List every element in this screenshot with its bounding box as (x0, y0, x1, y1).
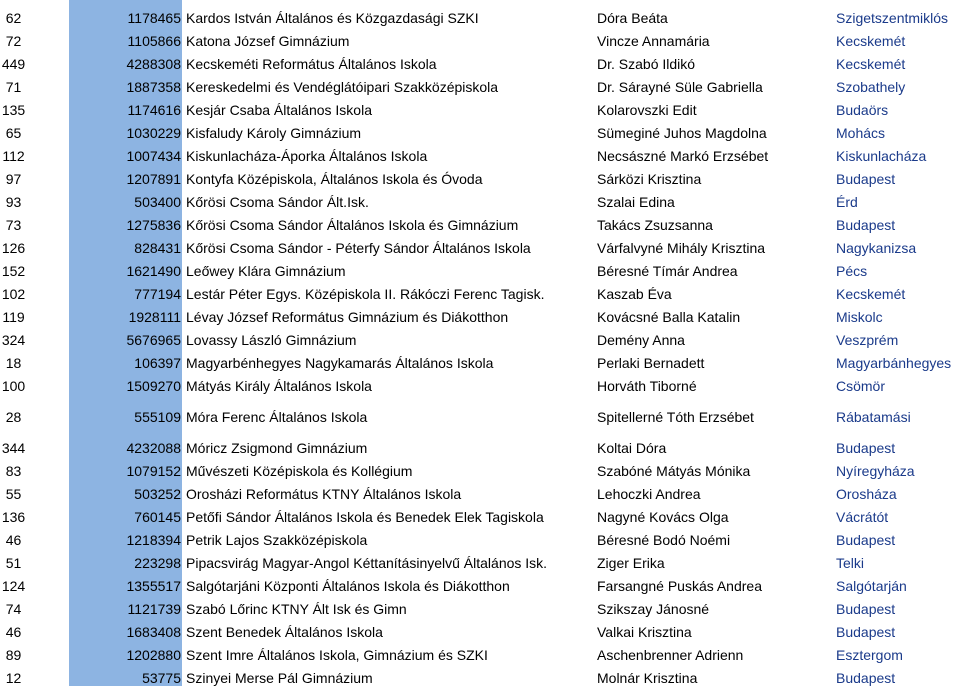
city-cell: Budapest (836, 670, 896, 686)
city-cell: Budapest (836, 217, 896, 233)
table-row (0, 122, 960, 145)
table-row (0, 329, 960, 352)
city-cell: Szigetszentmiklós (836, 10, 949, 26)
rank-cell: 89 (5, 647, 22, 663)
teacher-cell: Koltai Dóra (597, 440, 667, 456)
rank-cell: 93 (5, 194, 22, 210)
code-cell: 1121739 (127, 601, 181, 617)
school-cell: Kőrösi Csoma Sándor - Péterfy Sándor Általános Iskola (186, 240, 531, 256)
teacher-cell: Vincze Annamária (597, 33, 710, 49)
school-cell: Kőrösi Csoma Sándor Általános Iskola és Gimnázium (186, 217, 519, 233)
code-cell: 828431 (134, 240, 181, 256)
school-cell: Lovassy László Gimnázium (186, 332, 357, 348)
city-cell: Rábatamási (836, 409, 911, 425)
table-row (0, 667, 960, 690)
rank-cell: 449 (1, 56, 26, 72)
city-cell: Salgótarján (836, 578, 907, 594)
school-cell: Szent Imre Általános Iskola, Gimnázium és SZKI (186, 647, 488, 663)
code-cell: 1079152 (126, 463, 181, 479)
rank-cell: 136 (1, 509, 26, 525)
table-row (0, 76, 960, 99)
teacher-cell: Horváth Tiborné (597, 378, 697, 394)
teacher-cell: Kaszab Éva (597, 286, 672, 302)
table-row (0, 483, 960, 506)
code-cell: 1030229 (126, 125, 181, 141)
rank-cell: 71 (5, 79, 22, 95)
teacher-cell: Szikszay Jánosné (597, 601, 710, 617)
city-cell: Vácrátót (836, 509, 889, 525)
teacher-cell: Nagyné Kovács Olga (597, 509, 729, 525)
school-cell: Petőfi Sándor Általános Iskola és Benedek Elek Tagiskola (186, 509, 544, 525)
city-cell: Budapest (836, 171, 896, 187)
table-row (0, 283, 960, 306)
teacher-cell: Kovácsné Balla Katalin (597, 309, 741, 325)
school-cell: Kecskeméti Református Általános Iskola (186, 56, 437, 72)
code-cell: 1683408 (126, 624, 181, 640)
school-cell: Szinyei Merse Pál Gimnázium (186, 670, 373, 686)
teacher-cell: Molnár Krisztina (597, 670, 698, 686)
city-cell: Budaörs (836, 102, 889, 118)
table-row (0, 352, 960, 375)
teacher-cell: Kolarovszki Edit (597, 102, 697, 118)
school-cell: Mátyás Király Általános Iskola (186, 378, 372, 394)
teacher-cell: Sümeginé Juhos Magdolna (597, 125, 767, 141)
school-cell: Orosházi Református KTNY Általános Iskola (186, 486, 462, 502)
table-row (0, 460, 960, 483)
teacher-cell: Necsászné Markó Erzsébet (597, 148, 769, 164)
city-cell: Orosháza (836, 486, 897, 502)
code-cell: 4288308 (126, 56, 181, 72)
code-cell: 1621490 (126, 263, 181, 279)
code-cell: 1355517 (126, 578, 181, 594)
rank-cell: 72 (5, 33, 22, 49)
school-cell: Szabó Lőrinc KTNY Ált Isk és Gimn (186, 601, 407, 617)
city-cell: Mohács (836, 125, 886, 141)
school-cell: Kontyfa Középiskola, Általános Iskola és Óvoda (186, 171, 483, 187)
teacher-cell: Aschenbrenner Adrienn (597, 647, 744, 663)
code-cell: 1105866 (127, 33, 181, 49)
teacher-cell: Szalai Edina (597, 194, 675, 210)
city-cell: Miskolc (836, 309, 883, 325)
code-cell: 1202880 (126, 647, 181, 663)
teacher-cell: Ziger Erika (597, 555, 665, 571)
city-cell: Érd (836, 194, 858, 210)
teacher-cell: Demény Anna (597, 332, 685, 348)
rank-cell: 46 (5, 624, 22, 640)
teacher-cell: Dr. Szabó Ildikó (597, 56, 696, 72)
city-cell: Nagykanizsa (836, 240, 917, 256)
rank-cell: 97 (5, 171, 22, 187)
code-cell: 1174616 (127, 102, 181, 118)
school-cell: Magyarbénhegyes Nagykamarás Általános Iskola (186, 355, 494, 371)
table-row (0, 260, 960, 283)
rank-cell: 18 (5, 355, 22, 371)
city-cell: Veszprém (836, 332, 899, 348)
code-cell: 1887358 (126, 79, 181, 95)
school-cell: Szent Benedek Általános Iskola (186, 624, 383, 640)
school-cell: Kiskunlacháza-Áporka Általános Iskola (186, 148, 428, 164)
rank-cell: 12 (5, 670, 22, 686)
code-cell: 503400 (134, 194, 181, 210)
city-cell: Budapest (836, 601, 896, 617)
city-cell: Kecskemét (836, 56, 906, 72)
code-cell: 1178465 (127, 10, 181, 26)
rank-cell: 102 (1, 286, 26, 302)
code-cell: 1218394 (126, 532, 181, 548)
table-row (0, 529, 960, 552)
rank-cell: 119 (2, 309, 25, 325)
rank-cell: 124 (1, 578, 26, 594)
school-cell: Kesjár Csaba Általános Iskola (186, 102, 372, 118)
rank-cell: 55 (5, 486, 22, 502)
table-row (0, 306, 960, 329)
rank-cell: 100 (1, 378, 26, 394)
city-cell: Kecskemét (836, 286, 906, 302)
table-row (0, 552, 960, 575)
rank-cell: 74 (5, 601, 22, 617)
school-cell: Lestár Péter Egys. Középiskola II. Rákóczi Ferenc Tagisk. (186, 286, 545, 302)
table-row (0, 506, 960, 529)
code-cell: 53775 (142, 670, 181, 686)
code-cell: 777194 (134, 286, 181, 302)
table-row (0, 406, 960, 429)
table-row (0, 214, 960, 237)
teacher-cell: Béresné Bodó Noémi (597, 532, 731, 548)
school-cell: Móricz Zsigmond Gimnázium (186, 440, 368, 456)
table-row (0, 7, 960, 30)
school-cell: Petrik Lajos Szakközépiskola (186, 532, 368, 548)
city-cell: Szobathely (836, 79, 906, 95)
table-row (0, 30, 960, 53)
rank-cell: 46 (5, 532, 22, 548)
code-cell: 1509270 (126, 378, 181, 394)
teacher-cell: Perlaki Bernadett (597, 355, 705, 371)
school-cell: Kereskedelmi és Vendéglátóipari Szakközépiskola (186, 79, 499, 95)
rank-cell: 152 (1, 263, 26, 279)
city-cell: Nyíregyháza (836, 463, 915, 479)
teacher-cell: Spitellerné Tóth Erzsébet (597, 409, 754, 425)
code-cell: 4232088 (126, 440, 181, 456)
rank-cell: 324 (1, 332, 26, 348)
table-row (0, 375, 960, 398)
city-cell: Kecskemét (836, 33, 906, 49)
teacher-cell: Takács Zsuzsanna (597, 217, 713, 233)
code-cell: 503252 (134, 486, 181, 502)
city-cell: Telki (836, 555, 865, 571)
table-row (0, 437, 960, 460)
city-cell: Csömör (836, 378, 886, 394)
rank-cell: 112 (2, 148, 25, 164)
table-row (0, 575, 960, 598)
city-cell: Esztergom (836, 647, 903, 663)
rank-cell: 62 (5, 10, 22, 26)
rank-cell: 344 (1, 440, 26, 456)
rank-cell: 83 (5, 463, 22, 479)
table-row (0, 621, 960, 644)
code-cell: 760145 (134, 509, 181, 525)
teacher-cell: Farsangné Puskás Andrea (597, 578, 762, 594)
teacher-cell: Szabóné Mátyás Mónika (597, 463, 751, 479)
teacher-cell: Béresné Tímár Andrea (597, 263, 738, 279)
teacher-cell: Dr. Sárayné Süle Gabriella (597, 79, 763, 95)
table-row (0, 598, 960, 621)
school-cell: Lévay József Református Gimnázium és Diákotthon (186, 309, 509, 325)
code-cell: 1275836 (126, 217, 181, 233)
rank-cell: 73 (5, 217, 22, 233)
school-cell: Kőrösi Csoma Sándor Ált.Isk. (186, 194, 369, 210)
code-cell: 555109 (134, 409, 181, 425)
school-cell: Kisfaludy Károly Gimnázium (186, 125, 362, 141)
city-cell: Magyarbánhegyes (836, 355, 952, 371)
teacher-cell: Sárközi Krisztina (597, 171, 702, 187)
school-cell: Katona József Gimnázium (186, 33, 350, 49)
code-cell: 106397 (134, 355, 181, 371)
rank-cell: 126 (1, 240, 26, 256)
school-cell: Leőwey Klára Gimnázium (186, 263, 346, 279)
rank-cell: 51 (5, 555, 22, 571)
table-row (0, 191, 960, 214)
table-row (0, 237, 960, 260)
table-row (0, 99, 960, 122)
code-cell: 1007434 (126, 148, 181, 164)
code-cell: 223298 (134, 555, 181, 571)
city-cell: Budapest (836, 440, 896, 456)
rank-cell: 28 (5, 409, 22, 425)
teacher-cell: Dóra Beáta (597, 10, 668, 26)
school-cell: Móra Ferenc Általános Iskola (186, 409, 368, 425)
teacher-cell: Várfalvyné Mihály Krisztina (597, 240, 766, 256)
city-cell: Kiskunlacháza (836, 148, 927, 164)
code-cell: 1928111 (128, 309, 181, 325)
rank-cell: 65 (5, 125, 22, 141)
teacher-cell: Valkai Krisztina (597, 624, 692, 640)
city-cell: Budapest (836, 624, 896, 640)
table-row (0, 145, 960, 168)
table-row (0, 644, 960, 667)
city-cell: Pécs (836, 263, 868, 279)
code-cell: 5676965 (126, 332, 181, 348)
table-row (0, 53, 960, 76)
table-row (0, 168, 960, 191)
city-cell: Budapest (836, 532, 896, 548)
school-cell: Művészeti Középiskola és Kollégium (186, 463, 413, 479)
school-cell: Salgótarjáni Központi Általános Iskola és Diákotthon (186, 578, 510, 594)
rank-cell: 135 (1, 102, 26, 118)
code-cell: 1207891 (126, 171, 181, 187)
school-cell: Pipacsvirág Magyar-Angol Kéttanításinyelvű Általános Isk. (186, 555, 548, 571)
teacher-cell: Lehoczki Andrea (597, 486, 701, 502)
school-cell: Kardos István Általános és Közgazdasági SZKI (186, 10, 479, 26)
